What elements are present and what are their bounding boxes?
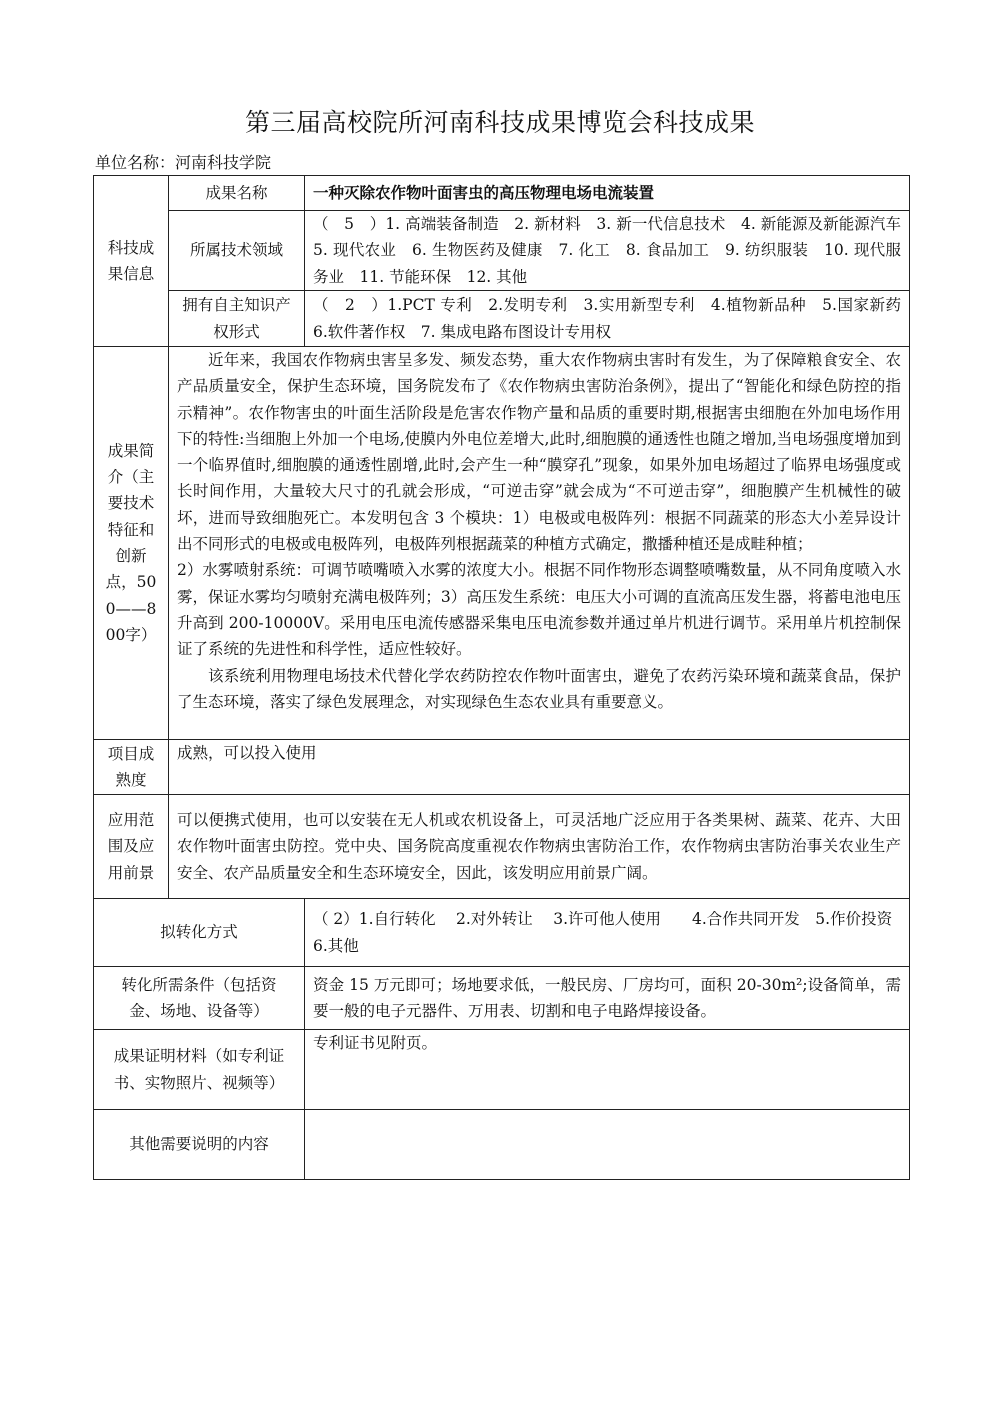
other-label: 其他需要说明的内容 <box>94 1110 305 1180</box>
application-value: 可以便携式使用，也可以安装在无人机或农机设备上，可灵活地广泛应用于各类果树、蔬菜、花卉、大田农作物叶面害虫防控。党中央、国务院高度重视农作物病虫害防治工作，农作物病虫害防治事关农业生产安全、农产品质量安全和生态环境安全，因此，该发明应用前景广阔。 <box>169 795 910 899</box>
transfer-value: （ 2）1.自行转化 2.对外转让 3.许可他人使用 4.合作共同开发 5.作价投资 6.其他 <box>305 899 910 967</box>
transfer-label: 拟转化方式 <box>94 899 305 967</box>
intro-paragraph-3: 该系统利用物理电场技术代替化学农药防控农作物叶面害虫，避免了农药污染环境和蔬菜食品，保护了生态环境，落实了绿色发展理念，对实现绿色生态农业具有重要意义。 <box>177 666 901 711</box>
proof-value: 专利证书见附页。 <box>305 1030 910 1110</box>
intro-paragraph-2: 2）水雾喷射系统：可调节喷嘴喷入水雾的浓度大小。根据不同作物形态调整喷嘴数量，从不同角度喷入水雾，保证水雾均匀喷射充满电极阵列；3）高压发生系统：电压大小可调的直流高压发生器，将蓄电池电压升高到 200-10000V。采用电压电流传感器采集电压电流参数并通过单片机进行调节。采用单片机控制保证了系统的先进性和科学性，适应性较好。 <box>177 561 901 659</box>
ip-value: （ 2 ）1.PCT 专利 2.发明专利 3.实用新型专利 4.植物新品种 5.国家新药 6.软件著作权 7. 集成电路布图设计专用权 <box>305 291 910 347</box>
intro-paragraph-1: 近年来，我国农作物病虫害呈多发、频发态势，重大农作物病虫害时有发生，为了保障粮食安全、农产品质量安全，保护生态环境，国务院发布了《农作物病虫害防治条例》，提出了“智能化和绿色防控的指示精神”。农作物害虫的叶面生活阶段是危害农作物产量和品质的重要时期,根据害虫细胞在外加电场作用下的特性:当细胞上外加一个电场,使膜内外电位差增大,此时,细胞膜的通透性也随之增加,当电场强度增加到一个临界值时,细胞膜的通透性剧增,此时,会产生一种“膜穿孔”现象，如果外加电场超过了临界电场强度或长时间作用，大量较大尺寸的孔就会形成，“可逆击穿”就会成为“不可逆击穿”，细胞膜产生机械性的破坏，进而导致细胞死亡。本发明包含 3 个模块：1）电极或电极阵列：根据不同蔬菜的形态大小差异设计出不同形式的电极或电极阵列，电极阵列根据蔬菜的种植方式确定，撒播种植还是成畦种植； <box>177 351 901 554</box>
other-value <box>305 1110 910 1180</box>
proof-label: 成果证明材料（如专利证书、实物照片、视频等） <box>94 1030 305 1110</box>
result-form-table <box>93 175 917 1180</box>
tech-field-label: 所属技术领域 <box>169 211 305 291</box>
maturity-label: 项目成熟度 <box>94 740 169 795</box>
intro-value <box>169 347 910 740</box>
section-info-label: 科技成果信息 <box>94 176 169 347</box>
page-title: 第三届高校院所河南科技成果博览会科技成果 <box>244 108 755 137</box>
tech-field-value: （ 5 ）1. 高端装备制造 2. 新材料 3. 新一代信息技术 4. 新能源及新能源汽车 5. 现代农业 6. 生物医药及健康 7. 化工 8. 食品加工 9. 纺织服装 10. 现代服务业 11. 节能环保 12. 其他 <box>305 211 910 291</box>
ip-label: 拥有自主知识产权形式 <box>169 291 305 347</box>
application-label: 应用范围及应用前景 <box>94 795 169 899</box>
maturity-value: 成熟，可以投入使用 <box>169 740 910 795</box>
intro-label: 成果简介（主要技术特征和创新点，500——800字） <box>94 347 169 740</box>
result-name-label: 成果名称 <box>169 176 305 211</box>
conditions-label: 转化所需条件（包括资金、场地、设备等） <box>94 967 305 1030</box>
conditions-value: 资金 15 万元即可；场地要求低，一般民房、厂房均可，面积 20-30m²;设备简单，需要一般的电子元器件、万用表、切割和电子电路焊接设备。 <box>305 967 910 1030</box>
unit-name: 单位名称：河南科技学院 <box>95 153 272 172</box>
result-name-value: 一种灭除农作物叶面害虫的高压物理电场电流装置 <box>305 176 910 211</box>
